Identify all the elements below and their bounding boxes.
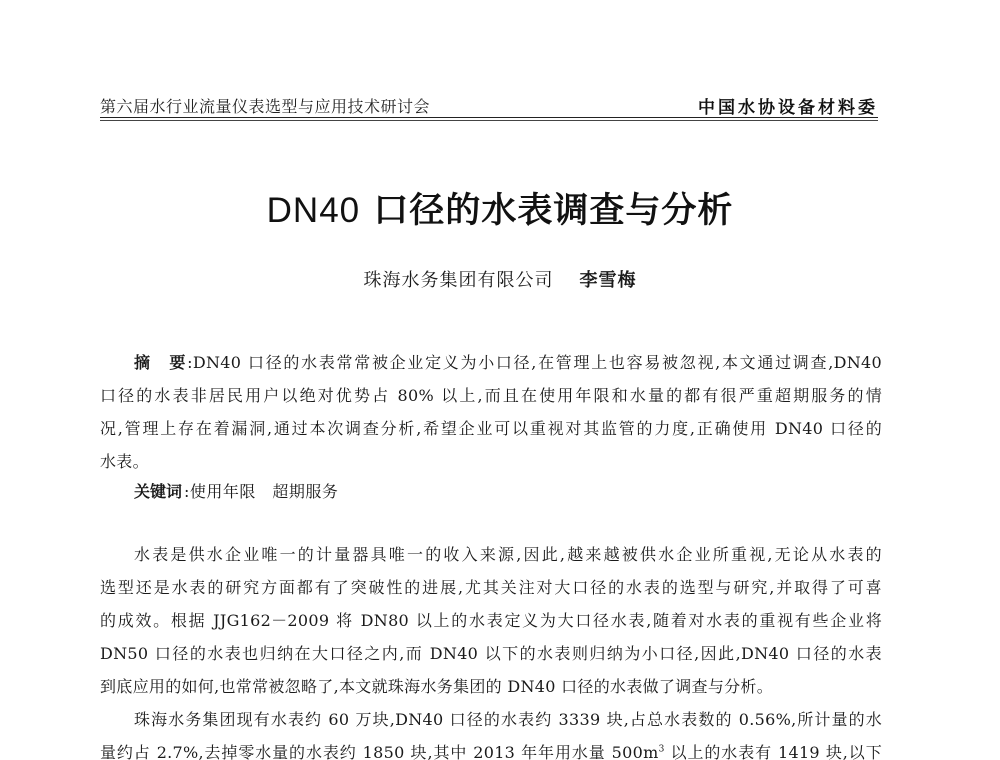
author-organization: 珠海水务集团有限公司 — [363, 270, 554, 291]
body-paragraph-2 — [100, 703, 882, 760]
byline — [0, 266, 1000, 292]
title-prefix: DN40 — [266, 191, 361, 230]
paragraph-line: 选型还是水表的研究方面都有了突破性的进展,尤其关注对大口径的水表的选型与研究,并取得了可喜 — [100, 578, 882, 597]
keywords — [134, 479, 338, 502]
abstract — [100, 346, 882, 478]
paragraph-line: 到底应用的如何,也常常被忽略了,本文就珠海水务集团的 DN40 口径的水表做了调查与分析。 — [100, 677, 774, 696]
header-rule-thin — [100, 120, 878, 121]
keywords-value: :使用年限 超期服务 — [184, 482, 339, 501]
keywords-label: 关键词 — [134, 482, 183, 501]
abstract-line: 摘 要:DN40 口径的水表常常被企业定义为小口径,在管理上也容易被忽视,本文通过调查,DN40 — [134, 353, 882, 372]
superscript-exponent: 3 — [658, 744, 665, 755]
abstract-line: 口径的水表非居民用户以绝对优势占 80% 以上,而且在使用年限和水量的都有很严重超期服务的情 — [100, 386, 882, 405]
paragraph-line: 珠海水务集团现有水表约 60 万块,DN40 口径的水表约 3339 块,占总水表数的 0.56%,所计量的水 — [134, 710, 882, 729]
title-rest: 口径的水表调查与分析 — [360, 191, 734, 231]
header-rule — [100, 117, 878, 118]
body-paragraph-1 — [100, 538, 882, 703]
running-header-right: 中国水协设备材料委 — [698, 98, 878, 118]
paragraph-line: 量约占 2.7%,去掉零水量的水表约 1850 块,其中 2013 年年用水量 $500m^3$ 以上的水表有 1419 块,以下 — [100, 743, 882, 760]
author-name: 李雪梅 — [579, 270, 637, 291]
paragraph-line: 的成效。根据 JJG162－2009 将 DN80 以上的水表定义为大口径水表,随着对水表的重视有些企业将 — [100, 611, 882, 630]
paper-title — [0, 183, 1000, 233]
running-header-left: 第六届水行业流量仪表选型与应用技术研讨会 — [100, 97, 431, 116]
abstract-label: 摘 要 — [134, 353, 188, 372]
abstract-line: 水表。 — [100, 452, 149, 471]
paragraph-line: DN50 口径的水表也归纳在大口径之内,而 DN40 以下的水表则归纳为小口径,因此,DN40 口径的水表 — [100, 644, 882, 663]
paragraph-line: 水表是供水企业唯一的计量器具唯一的收入来源,因此,越来越被供水企业所重视,无论从水表的 — [134, 545, 882, 564]
abstract-line: 况,管理上存在着漏洞,通过本次调查分析,希望企业可以重视对其监管的力度,正确使用 DN40 口径的 — [100, 419, 882, 438]
